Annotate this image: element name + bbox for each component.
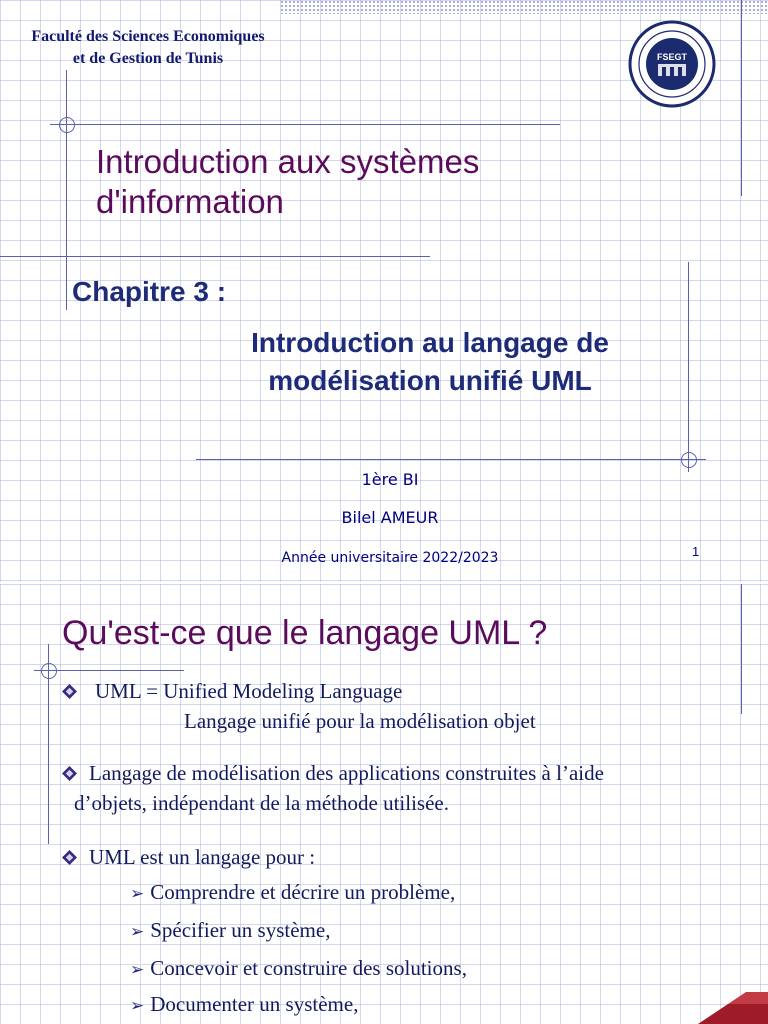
bullet-text: UML est un langage pour : <box>89 845 316 869</box>
dotted-top-band <box>280 0 768 14</box>
sub-item <box>130 956 467 981</box>
arrow-bullet-icon: ➢ <box>130 996 145 1016</box>
chapter-title-line-1: Introduction au langage de <box>251 327 609 358</box>
arrow-bullet-icon: ➢ <box>130 960 145 980</box>
chapter-title-line-2: modélisation unifié UML <box>268 365 592 396</box>
corner-ribbon-decoration <box>578 992 768 1024</box>
frame-line <box>50 124 560 125</box>
bullet-text-continued: d’objets, indépendant de la méthode utilisée. <box>74 791 449 815</box>
page-number: 1 <box>692 544 700 559</box>
bullet-text-continued: Langage unifié pour la modélisation objet <box>184 709 536 733</box>
frame-line <box>741 584 742 714</box>
diamond-bullet-icon <box>62 766 77 781</box>
frame-line <box>196 459 706 460</box>
crosshair-ornament <box>59 117 75 133</box>
sub-item-text: Spécifier un système, <box>150 918 331 942</box>
chapter-title <box>160 324 700 400</box>
sub-item-text: Concevoir et construire des solutions, <box>150 956 467 980</box>
diamond-bullet-icon <box>62 684 77 699</box>
bullet-text: UML = Unified Modeling Language <box>95 679 403 703</box>
sub-item-text: Documenter un système, <box>150 992 359 1016</box>
bullet-item-modeling-language <box>62 758 604 818</box>
bullet-text: Langage de modélisation des applications construites à l’aide <box>89 761 604 785</box>
logo-text: FSEGT <box>656 52 688 62</box>
sub-item <box>130 880 455 905</box>
title-line-1: Introduction aux systèmes <box>96 143 480 180</box>
content-slide <box>0 584 768 1024</box>
bullet-item-uml-definition <box>62 676 536 736</box>
frame-line <box>741 0 742 196</box>
sub-item <box>130 918 330 943</box>
crosshair-ornament <box>41 663 57 679</box>
faculty-name <box>0 26 296 70</box>
faculty-line-2: et de Gestion de Tunis <box>72 50 224 67</box>
frame-line <box>0 256 430 257</box>
academic-year: Année universitaire 2022/2023 <box>281 550 499 566</box>
chapter-label: Chapitre 3 : <box>72 276 227 307</box>
bullet-item-uml-purpose <box>62 842 315 872</box>
diamond-bullet-icon <box>62 850 77 865</box>
fsegt-logo <box>628 20 716 108</box>
faculty-line-1: Faculté des Sciences Economiques <box>31 28 265 45</box>
frame-line <box>66 70 67 310</box>
title-line-2: d'information <box>96 183 284 220</box>
slide-heading: Qu'est-ce que le langage UML ? <box>62 614 548 652</box>
presentation-title <box>96 142 596 222</box>
author-name: Bilel AMEUR <box>341 508 439 527</box>
sub-item <box>130 992 358 1017</box>
arrow-bullet-icon: ➢ <box>130 884 145 904</box>
crosshair-ornament <box>681 452 697 468</box>
level-label: 1ère BI <box>361 470 419 489</box>
sub-item-text: Comprendre et décrire un problème, <box>150 880 456 904</box>
arrow-bullet-icon: ➢ <box>130 922 145 942</box>
